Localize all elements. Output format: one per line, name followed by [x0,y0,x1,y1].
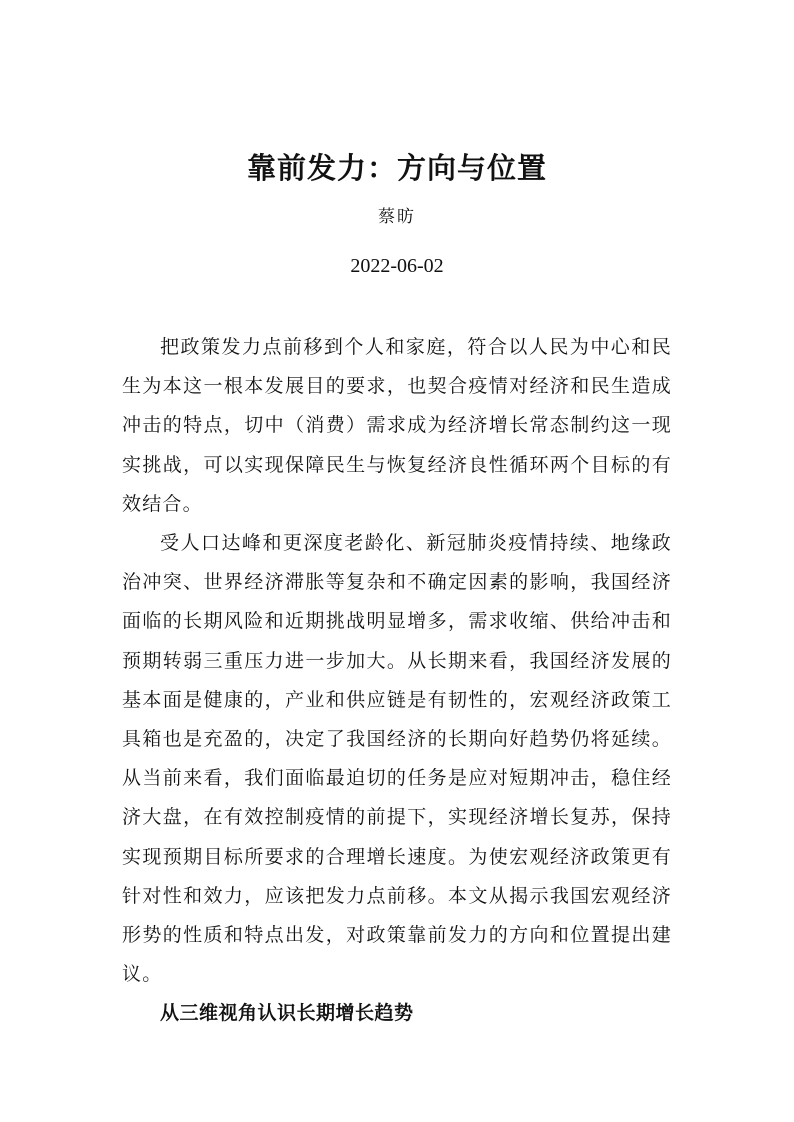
article-body [122,328,672,1034]
article-date: 2022-06-02 [350,255,444,277]
section-heading: 从三维视角认识长期增长趋势 [160,1002,414,1025]
body-paragraph-1: 把政策发力点前移到个人和家庭，符合以人民为中心和民生为本这一根本发展目的要求，也契合疫情对经济和民生造成冲击的特点，切中（消费）需求成为经济增长常态制约这一现实挑战，可以实现保障民生与恢复经济良性循环两个目标的有效结合。 [122,336,672,515]
body-paragraph-2: 受人口达峰和更深度老龄化、新冠肺炎疫情持续、地缘政治冲突、世界经济滞胀等复杂和不确定因素的影响，我国经济面临的长期风险和近期挑战明显增多，需求收缩、供给冲击和预期转弱三重压力进一步加大。从长期来看，我国经济发展的基本面是健康的，产业和供应链是有韧性的，宏观经济政策工具箱也是充盈的，决定了我国经济的长期向好趋势仍将延续。从当前来看，我们面临最迫切的任务是应对短期冲击，稳住经济大盘，在有效控制疫情的前提下，实现经济增长复苏，保持实现预期目标所要求的合理增长速度。为使宏观经济政策更有针对性和效力，应该把发力点前移。本文从揭示我国宏观经济形势的性质和特点出发，对政策靠前发力的方向和位置提出建议。 [122,532,672,986]
article-author: 蔡昉 [378,207,416,227]
article-title: 靠前发力：方向与位置 [246,151,547,185]
